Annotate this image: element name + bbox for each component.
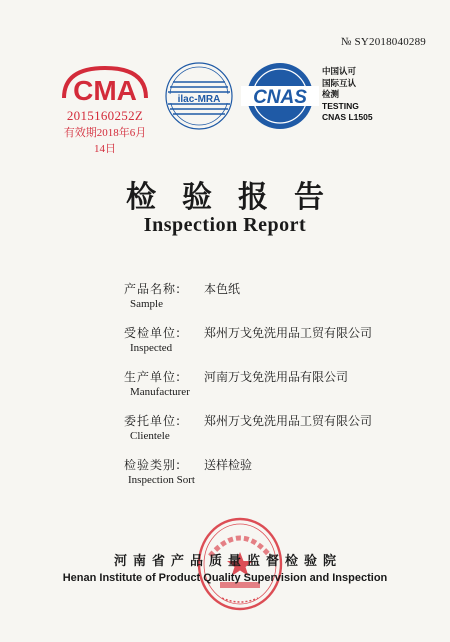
cma-valid-until: 有效期2018年6月14日 bbox=[63, 127, 147, 155]
field-label-en: Inspection Sort bbox=[128, 474, 195, 486]
field-label-cn: 检验类别: bbox=[124, 458, 182, 472]
field-label-cn: 生产单位: bbox=[124, 370, 182, 384]
cnas-line: CNAS L1505 bbox=[322, 112, 373, 122]
field-manufacturer bbox=[124, 368, 424, 412]
cnas-logo-text: CNAS bbox=[253, 87, 307, 108]
ilac-logo-text: ilac-MRA bbox=[177, 94, 221, 105]
institute-name-cn: 河南省产品质量监督检验院 bbox=[113, 554, 342, 569]
field-label-cn: 委托单位: bbox=[124, 414, 182, 428]
cnas-line: 国际互认 bbox=[322, 77, 357, 88]
field-label-en: Manufacturer bbox=[130, 386, 190, 398]
field-inspected bbox=[124, 324, 424, 368]
report-title-cn: 检验报告 bbox=[126, 180, 350, 215]
cnas-line: 检测 bbox=[322, 89, 340, 99]
cnas-line: 中国认可 bbox=[322, 66, 357, 76]
cnas-accreditation-text bbox=[322, 66, 373, 124]
field-label-en: Sample bbox=[130, 298, 163, 310]
cma-logo-text: CMA bbox=[73, 75, 137, 106]
field-value: 送样检验 bbox=[204, 458, 253, 472]
report-title-en: Inspection Report bbox=[143, 214, 307, 236]
field-inspection-sort bbox=[124, 456, 424, 500]
field-sample bbox=[124, 280, 424, 324]
cnas-logo bbox=[241, 60, 319, 132]
field-value: 河南万戈免洗用品有限公司 bbox=[204, 370, 349, 384]
report-number: № SY2018040289 bbox=[340, 36, 426, 48]
field-value: 郑州万戈免洗用品工贸有限公司 bbox=[204, 326, 373, 340]
cma-code: 2015160252Z bbox=[66, 108, 144, 123]
field-value: 郑州万戈免洗用品工贸有限公司 bbox=[204, 414, 373, 428]
report-info-fields bbox=[124, 280, 424, 500]
field-label-cn: 受检单位: bbox=[124, 326, 182, 340]
field-value: 本色纸 bbox=[204, 282, 241, 296]
ilac-mra-logo bbox=[163, 60, 235, 132]
cnas-line: TESTING bbox=[322, 100, 359, 111]
field-label-en: Inspected bbox=[130, 342, 173, 354]
field-label-en: Clientele bbox=[130, 430, 170, 442]
cma-logo bbox=[60, 62, 150, 106]
field-clientele bbox=[124, 412, 424, 456]
cma-certification bbox=[60, 62, 150, 156]
institute-name-en: Henan Institute of Product Quality Supervision and Inspection bbox=[62, 572, 388, 584]
field-label-cn: 产品名称: bbox=[124, 282, 182, 296]
